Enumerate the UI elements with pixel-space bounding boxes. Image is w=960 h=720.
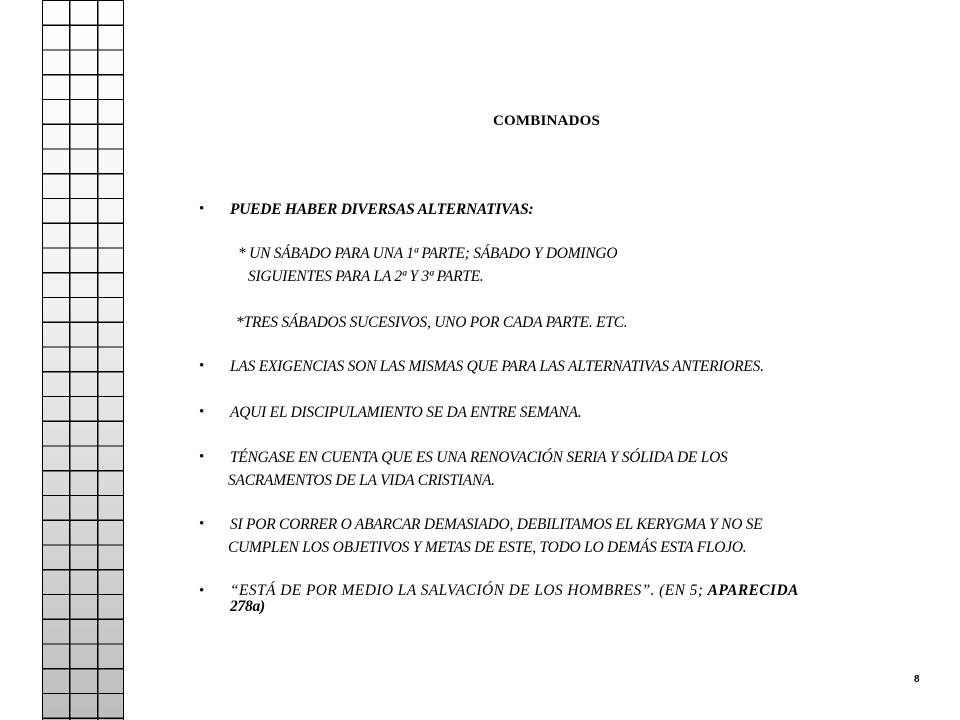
sub-item-line: SIGUIENTES PARA LA 2ª Y 3ª PARTE. [248, 268, 484, 285]
bullet-icon: • [199, 449, 205, 465]
bullet-item-salvacion-cont: 278a) [230, 598, 265, 615]
decorative-grid-strip [42, 0, 124, 720]
slide-title: COMBINADOS [493, 113, 601, 129]
bullet-icon: • [199, 583, 205, 599]
bullet-icon: • [199, 404, 205, 420]
page-number: 8 [914, 674, 920, 685]
quote-text: “ESTÁ DE POR MEDIO LA SALVACIÓN DE LOS HOMBRES”. (EN 5; [230, 582, 708, 599]
bullet-icon: • [199, 516, 205, 532]
sub-item-line: *TRES SÁBADOS SUCESIVOS, UNO POR CADA PARTE. ETC. [236, 314, 628, 331]
bullet-item-exigencias: LAS EXIGENCIAS SON LAS MISMAS QUE PARA LAS ALTERNATIVAS ANTERIORES. [230, 358, 764, 375]
reference-bold: APARECIDA [707, 582, 799, 599]
bullet-item-renovacion: TÉNGASE EN CUENTA QUE ES UNA RENOVACIÓN SERIA Y SÓLIDA DE LOS [230, 449, 728, 466]
bullet-item-renovacion-cont: SACRAMENTOS DE LA VIDA CRISTIANA. [228, 472, 495, 489]
sub-item-line: * UN SÁBADO PARA UNA 1ª PARTE; SÁBADO Y DOMINGO [238, 245, 618, 262]
bullet-icon: • [199, 201, 205, 217]
bullet-item-alternativas: PUEDE HABER DIVERSAS ALTERNATIVAS: [230, 201, 534, 218]
bullet-item-kerygma-cont: CUMPLEN LOS OBJETIVOS Y METAS DE ESTE, TODO LO DEMÁS ESTA FLOJO. [228, 539, 747, 556]
bullet-icon: • [199, 358, 205, 374]
bullet-item-kerygma: SI POR CORRER O ABARCAR DEMASIADO, DEBILITAMOS EL KERYGMA Y NO SE [230, 516, 763, 533]
bullet-item-salvacion [230, 582, 799, 600]
bullet-item-discipulamiento: AQUI EL DISCIPULAMIENTO SE DA ENTRE SEMANA. [230, 404, 582, 421]
